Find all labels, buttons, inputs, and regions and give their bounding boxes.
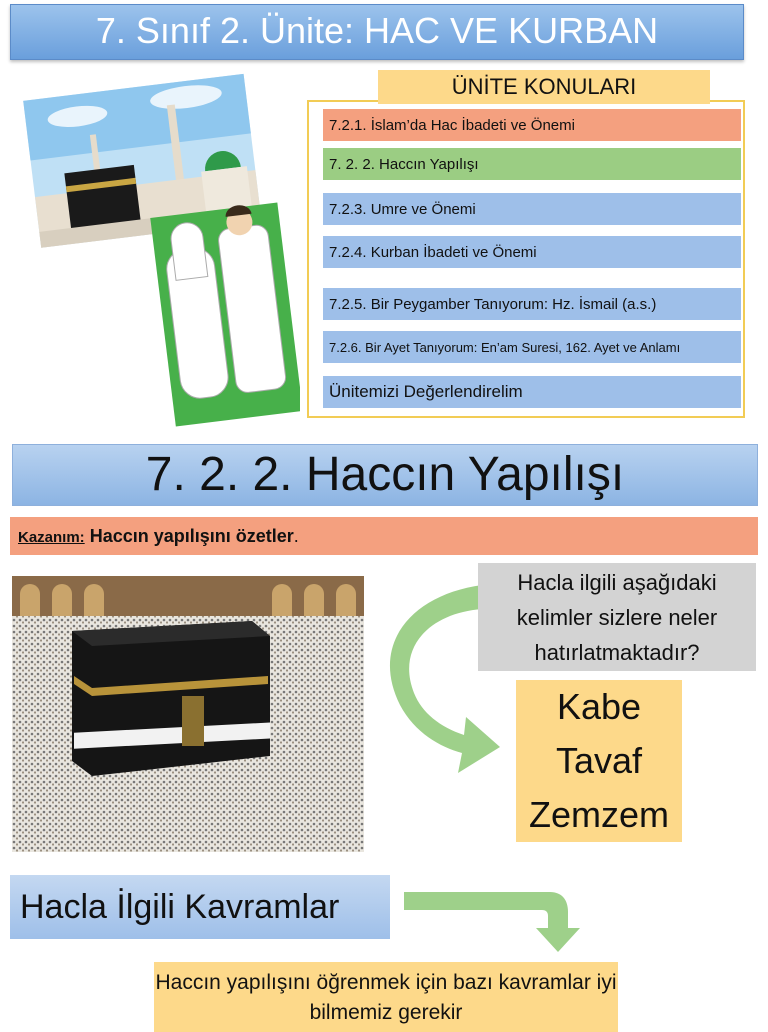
keyword-item: Kabe <box>556 686 642 727</box>
section-title: 7. 2. 2. Haccın Yapılışı <box>12 444 758 506</box>
topic-item-1[interactable]: 7.2.1. İslam’da Hac İbadeti ve Önemi <box>323 109 741 141</box>
bent-arrow-icon <box>400 884 590 956</box>
kazanim-suffix: . <box>293 526 299 546</box>
kazanim-text: Haccın yapılışını özetler <box>89 526 294 546</box>
bottom-text-box: Haccın yapılışını öğrenmek için bazı kavramlar iyi bilmemiz gerekir <box>154 962 618 1032</box>
kazanim-label: Kazanım: <box>18 529 85 546</box>
topics-box <box>307 100 745 418</box>
concepts-title: Hacla İlgili Kavramlar <box>10 875 390 939</box>
keyword-item: Zemzem <box>528 794 669 835</box>
kaaba-photo <box>12 576 364 852</box>
mecca-illustration <box>22 70 300 430</box>
topic-item-5[interactable]: 7.2.5. Bir Peygamber Tanıyorum: Hz. İsmail (a.s.) <box>323 288 741 320</box>
topic-item-6[interactable]: 7.2.6. Bir Ayet Tanıyorum: En’am Suresi, 162. Ayet ve Anlamı <box>323 331 741 363</box>
topics-header: ÜNİTE KONULARI <box>378 70 710 104</box>
keywords-box <box>516 680 682 842</box>
question-box: Hacla ilgili aşağıdaki kelimler sizlere neler hatırlatmaktadır? <box>478 563 756 671</box>
keyword-item: Tavaf <box>555 740 643 781</box>
topic-item-7[interactable]: Ünitemizi Değerlendirelim <box>323 376 741 408</box>
topic-item-2[interactable]: 7. 2. 2. Haccın Yapılışı <box>323 148 741 180</box>
kazanim-bar <box>10 517 758 555</box>
page-title: 7. Sınıf 2. Ünite: HAC VE KURBAN <box>10 4 744 60</box>
topic-item-4[interactable]: 7.2.4. Kurban İbadeti ve Önemi <box>323 236 741 268</box>
topic-item-3[interactable]: 7.2.3. Umre ve Önemi <box>323 193 741 225</box>
